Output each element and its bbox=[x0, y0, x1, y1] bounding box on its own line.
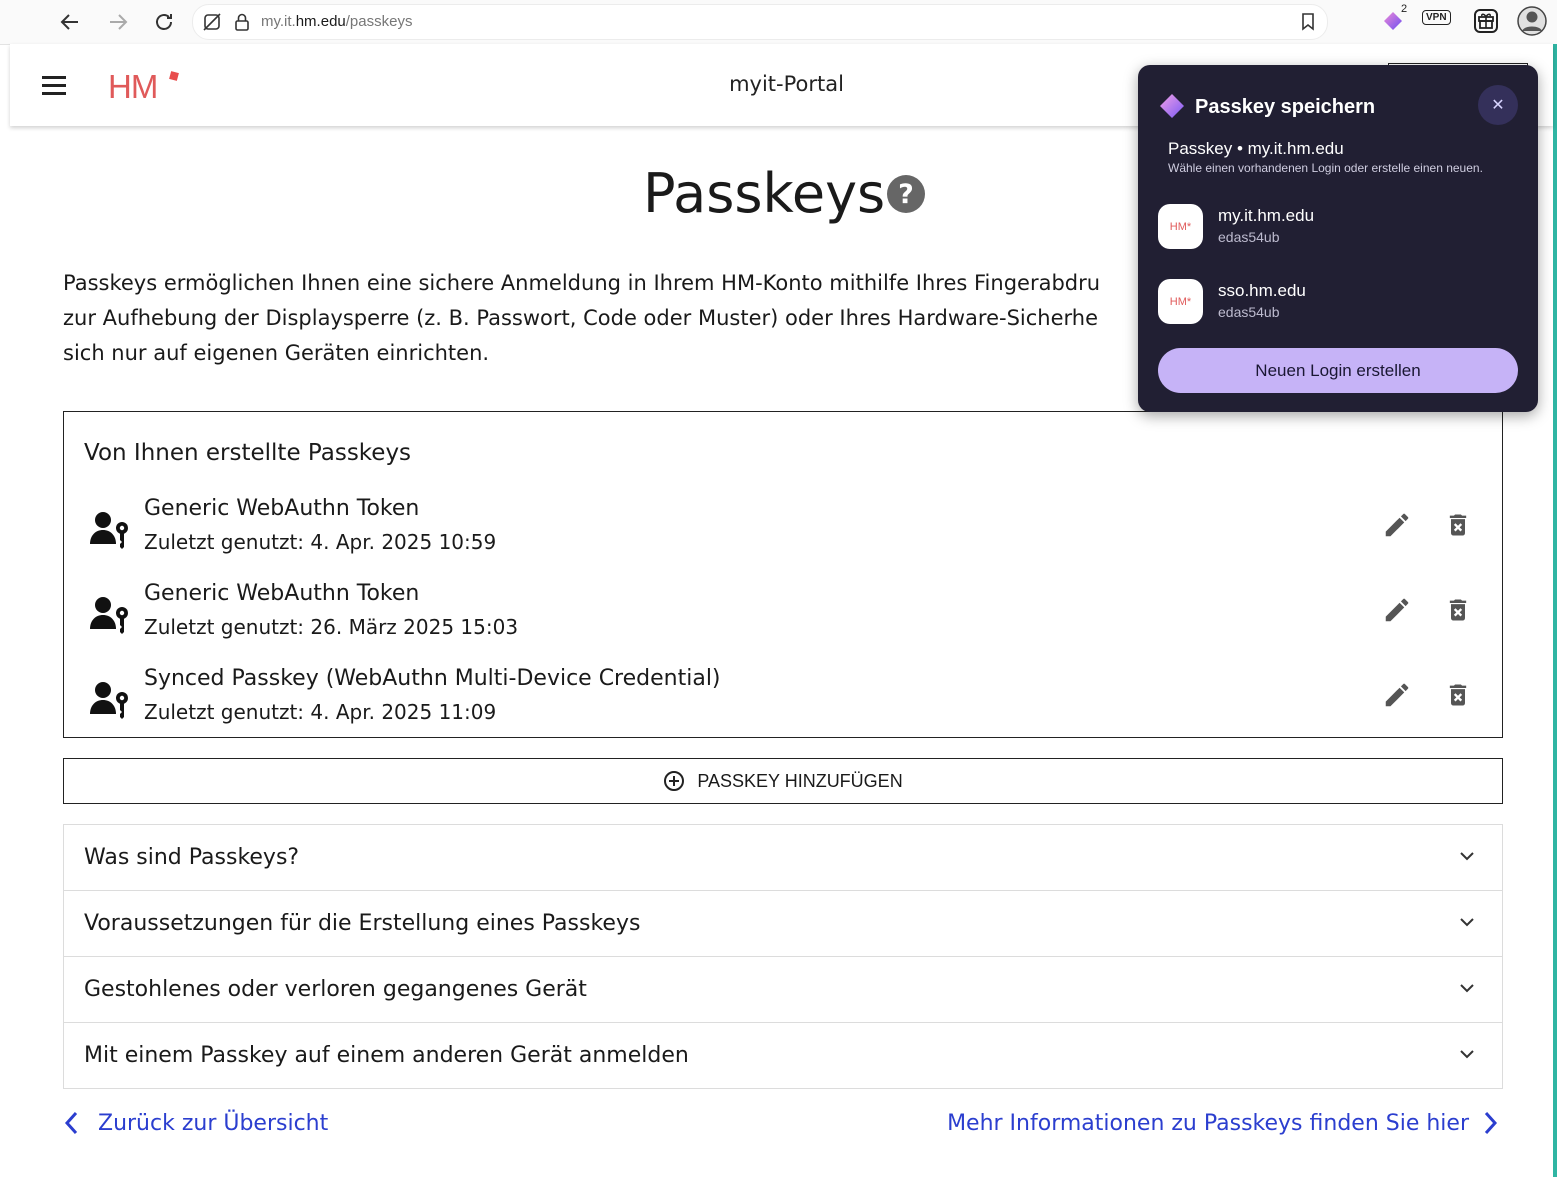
forward-button[interactable] bbox=[104, 8, 132, 36]
url-host-main: hm.edu bbox=[295, 13, 346, 30]
chevron-down-icon bbox=[1458, 979, 1476, 997]
passkey-last-used: Zuletzt genutzt: 26. März 2025 15:03 bbox=[144, 615, 519, 639]
portal-title: myit-Portal bbox=[729, 72, 844, 96]
reload-button[interactable] bbox=[150, 8, 178, 36]
chevron-left-icon bbox=[63, 1110, 81, 1136]
faq-item[interactable] bbox=[64, 891, 1502, 957]
faq-item[interactable] bbox=[64, 1023, 1502, 1088]
trash-icon[interactable] bbox=[1444, 510, 1472, 540]
passkey-name: Generic WebAuthn Token bbox=[144, 581, 420, 606]
user-key-icon bbox=[88, 678, 132, 722]
help-icon[interactable]: ? bbox=[887, 175, 925, 213]
passkey-row bbox=[64, 581, 1502, 661]
chevron-down-icon bbox=[1458, 913, 1476, 931]
vpn-label: VPN bbox=[1422, 10, 1451, 25]
login-site: my.it.hm.edu bbox=[1218, 206, 1315, 225]
logo-text: HM bbox=[108, 68, 158, 105]
faq-accordion bbox=[63, 824, 1503, 1089]
passkey-row bbox=[64, 496, 1502, 576]
page-title: Passkeys bbox=[643, 162, 886, 225]
add-passkey-button[interactable] bbox=[63, 758, 1503, 804]
faq-label: Voraussetzungen für die Erstellung eines Passkeys bbox=[84, 911, 641, 936]
browser-toolbar bbox=[0, 0, 1557, 45]
intro-line: sich nur auf eigenen Geräten einrichten. bbox=[63, 341, 490, 365]
passkey-last-used: Zuletzt genutzt: 4. Apr. 2025 10:59 bbox=[144, 530, 497, 554]
popup-subtitle: Passkey • my.it.hm.edu bbox=[1168, 139, 1344, 158]
more-link-label: Mehr Informationen zu Passkeys finden Sie hier bbox=[947, 1110, 1469, 1136]
pencil-icon[interactable] bbox=[1382, 595, 1412, 625]
faq-item[interactable] bbox=[64, 957, 1502, 1023]
passkey-name: Synced Passkey (WebAuthn Multi-Device Credential) bbox=[144, 666, 721, 691]
back-to-overview-link[interactable] bbox=[63, 1110, 328, 1136]
arrow-left-icon bbox=[58, 10, 82, 34]
login-entry[interactable] bbox=[1158, 277, 1518, 327]
vpn-icon[interactable] bbox=[1422, 10, 1451, 25]
faq-label: Gestohlenes oder verloren gegangenes Gerät bbox=[84, 977, 587, 1002]
plus-circle-icon bbox=[663, 770, 685, 792]
intro-text bbox=[63, 266, 1143, 371]
passkey-save-popup bbox=[1138, 65, 1538, 412]
user-key-icon bbox=[88, 508, 132, 552]
back-link-label: Zurück zur Übersicht bbox=[98, 1110, 329, 1136]
popup-title: Passkey speichern bbox=[1195, 96, 1376, 118]
popup-hint: Wähle einen vorhandenen Login oder erstelle einen neuen. bbox=[1168, 161, 1483, 175]
login-user: edas54ub bbox=[1218, 304, 1280, 320]
passkey-list bbox=[63, 411, 1503, 738]
add-passkey-label: PASSKEY HINZUFÜGEN bbox=[697, 770, 903, 791]
trash-icon[interactable] bbox=[1444, 680, 1472, 710]
lock-icon[interactable] bbox=[233, 12, 251, 32]
login-site: sso.hm.edu bbox=[1218, 281, 1306, 300]
passkey-row bbox=[64, 666, 1502, 746]
bookmark-icon[interactable] bbox=[1299, 12, 1317, 32]
address-bar[interactable] bbox=[192, 4, 1328, 40]
window-edge bbox=[1553, 44, 1557, 1177]
chevron-right-icon bbox=[1481, 1110, 1499, 1136]
chevron-down-icon bbox=[1458, 1045, 1476, 1063]
reload-icon bbox=[152, 10, 176, 34]
arrow-right-icon bbox=[106, 10, 130, 34]
login-entry[interactable] bbox=[1158, 202, 1518, 252]
site-favicon: HM* bbox=[1158, 279, 1203, 324]
intro-line: zur Aufhebung der Displaysperre (z. B. Passwort, Code oder Muster) oder Ihres Hardware-Sicherhe bbox=[63, 306, 1099, 330]
extension-badge: 2 bbox=[1401, 3, 1408, 15]
tracking-off-icon[interactable] bbox=[201, 11, 223, 33]
intro-line: Passkeys ermöglichen Ihnen eine sichere Anmeldung in Ihrem HM-Konto mithilfe Ihres Fingerabdru bbox=[63, 271, 1101, 295]
profile-icon[interactable] bbox=[1516, 5, 1548, 37]
gift-icon[interactable] bbox=[1471, 6, 1501, 36]
pencil-icon[interactable] bbox=[1382, 510, 1412, 540]
login-user: edas54ub bbox=[1218, 229, 1280, 245]
faq-label: Mit einem Passkey auf einem anderen Gerät anmelden bbox=[84, 1043, 689, 1068]
faq-item[interactable] bbox=[64, 825, 1502, 891]
chevron-down-icon bbox=[1458, 847, 1476, 865]
passkey-list-title: Von Ihnen erstellte Passkeys bbox=[84, 440, 412, 466]
site-favicon: HM* bbox=[1158, 204, 1203, 249]
user-key-icon bbox=[88, 593, 132, 637]
url-text[interactable] bbox=[261, 13, 412, 30]
passkey-name: Generic WebAuthn Token bbox=[144, 496, 420, 521]
close-button[interactable] bbox=[1478, 85, 1518, 125]
new-login-button[interactable]: Neuen Login erstellen bbox=[1158, 348, 1518, 393]
url-host-prefix: my.it. bbox=[261, 13, 296, 30]
passkey-extension-icon bbox=[1159, 93, 1185, 119]
passkey-last-used: Zuletzt genutzt: 4. Apr. 2025 11:09 bbox=[144, 700, 497, 724]
more-info-link[interactable] bbox=[947, 1110, 1499, 1136]
back-button[interactable] bbox=[56, 8, 84, 36]
url-path: /passkeys bbox=[345, 13, 413, 30]
close-icon: ✕ bbox=[1491, 97, 1505, 114]
faq-label: Was sind Passkeys? bbox=[84, 845, 300, 870]
pencil-icon[interactable] bbox=[1382, 680, 1412, 710]
trash-icon[interactable] bbox=[1444, 595, 1472, 625]
